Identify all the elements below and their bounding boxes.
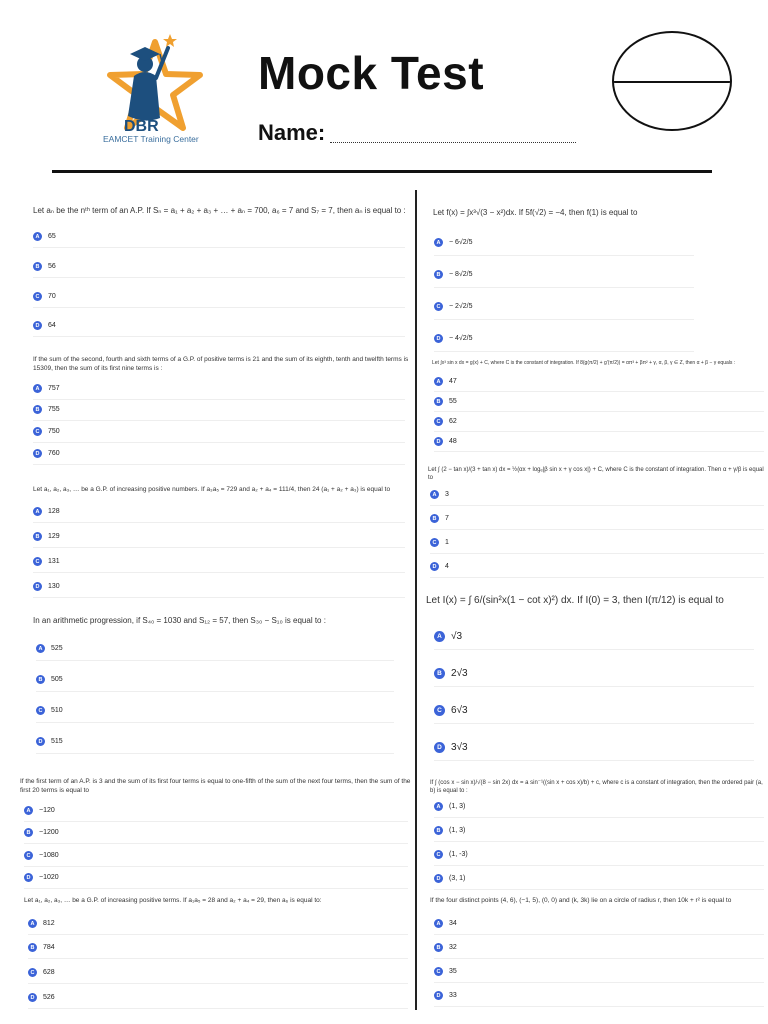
option-8d[interactable] [434, 432, 764, 452]
option-10c[interactable] [434, 698, 754, 724]
option-badge: A [24, 806, 33, 815]
option-badge: D [434, 991, 443, 1000]
option-badge: B [434, 397, 443, 406]
option-text: 34 [449, 920, 457, 927]
option-text: 2√3 [451, 668, 468, 679]
option-1c[interactable] [33, 286, 405, 308]
question-10: Let I(x) = ∫ 6/(sin²x(1 − cot x)²) dx. If I(0) = 3, then I(π/12) is equal to [426, 595, 724, 606]
option-text: 55 [449, 398, 457, 405]
question-5: If the first term of an A.P. is 3 and the sum of its first four terms is equal to one-fifth of the sum of the next four terms, then the sum of the first 20 terms is equal to [20, 778, 411, 794]
option-text: 131 [48, 558, 60, 565]
option-text: − 4√2/5 [449, 335, 473, 342]
option-text: 3 [445, 491, 449, 498]
option-badge: D [24, 873, 33, 882]
option-11b[interactable] [434, 820, 764, 842]
option-text: 628 [43, 969, 55, 976]
option-5d[interactable] [24, 867, 408, 889]
option-7b[interactable] [434, 262, 694, 288]
option-badge: A [28, 919, 37, 928]
question-2: If the sum of the second, fourth and sixth terms of a G.P. of positive terms is 21 and the sum of its eighth, tenth and twelfth terms is 15309, then the sum of its first nine terms is : [33, 356, 409, 372]
option-text: 784 [43, 944, 55, 951]
option-badge: A [434, 631, 445, 642]
option-badge: C [36, 706, 45, 715]
option-text: 4 [445, 563, 449, 570]
option-6c[interactable] [28, 962, 408, 984]
option-badge: D [33, 582, 42, 591]
option-text: 760 [48, 450, 60, 457]
name-label: Name: [258, 120, 326, 145]
option-badge: A [434, 238, 443, 247]
option-12c[interactable] [434, 961, 764, 983]
option-badge: B [24, 828, 33, 837]
header-rule [52, 170, 712, 173]
question-8: Let ∫x³ sin x dx = g(x) + C, where C is the constant of integration. If 8(g(π/2) + g′(π/2)) = απ³ + βπ² + γ, α, β, γ ∈ Z, then α + β − γ equals : [432, 360, 736, 366]
option-text: 515 [51, 738, 63, 745]
option-text: 525 [51, 645, 63, 652]
option-text: −120 [39, 807, 55, 814]
option-badge: C [434, 967, 443, 976]
option-badge: A [33, 232, 42, 241]
option-text: (1, 3) [449, 803, 466, 810]
option-badge: D [434, 437, 443, 446]
option-badge: A [434, 919, 443, 928]
question-12: If the four distinct points (4, 6), (−1, 5), (0, 0) and (k, 3k) lie on a circle of radius r, then 10k + r² is equal to [430, 897, 732, 904]
option-5c[interactable] [24, 845, 408, 867]
option-text: −1200 [39, 829, 59, 836]
option-6a[interactable] [28, 913, 408, 935]
option-badge: C [434, 705, 445, 716]
score-circle-divider [614, 81, 730, 83]
option-badge: B [33, 262, 42, 271]
option-4d[interactable] [36, 730, 394, 754]
option-12b[interactable] [434, 937, 764, 959]
option-8b[interactable] [434, 392, 764, 412]
option-9a[interactable] [430, 484, 764, 506]
option-text: 47 [449, 378, 457, 385]
option-text: 505 [51, 676, 63, 683]
option-8a[interactable] [434, 372, 764, 392]
option-7d[interactable] [434, 326, 694, 352]
option-text: 6√3 [451, 705, 468, 716]
option-10b[interactable] [434, 661, 754, 687]
option-10d[interactable] [434, 735, 754, 761]
option-badge: D [36, 737, 45, 746]
option-2c[interactable] [33, 421, 405, 443]
option-badge: D [430, 562, 439, 571]
option-badge: B [33, 532, 42, 541]
option-1d[interactable] [33, 315, 405, 337]
option-badge: C [24, 851, 33, 860]
option-text: 129 [48, 533, 60, 540]
option-12a[interactable] [434, 913, 764, 935]
option-3d[interactable] [33, 576, 405, 598]
option-badge: D [33, 321, 42, 330]
option-1b[interactable] [33, 256, 405, 278]
option-3a[interactable] [33, 501, 405, 523]
option-badge: D [28, 993, 37, 1002]
option-text: 48 [449, 438, 457, 445]
option-text: 64 [48, 322, 56, 329]
option-badge: C [33, 292, 42, 301]
option-3b[interactable] [33, 526, 405, 548]
option-text: 812 [43, 920, 55, 927]
option-9b[interactable] [430, 508, 764, 530]
question-11: If ∫ (cos x − sin x)/√(8 − sin 2x) dx = a sin⁻¹((sin x + cos x)/b) + c, where c is a constant of integration, then the ordered pair (a, b) is equal to : [430, 780, 763, 795]
option-badge: A [434, 377, 443, 386]
option-text: − 8√2/5 [449, 271, 473, 278]
option-7c[interactable] [434, 294, 694, 320]
option-badge: C [434, 417, 443, 426]
option-text: −1020 [39, 874, 59, 881]
option-6d[interactable] [28, 987, 408, 1009]
question-9: Let ∫ (2 − tan x)/(3 + tan x) dx = ½(αx + logₑ|β sin x + γ cos x|) + C, where C is the constant of integration. Then α + γ/β is equal to [428, 467, 764, 482]
option-11d[interactable] [434, 868, 764, 890]
logo-subtitle: EAMCET Training Center [103, 134, 199, 144]
option-text: 755 [48, 406, 60, 413]
option-text: √3 [451, 631, 463, 642]
option-text: 62 [449, 418, 457, 425]
option-5b[interactable] [24, 822, 408, 844]
header [0, 0, 768, 180]
option-4a[interactable] [36, 637, 394, 661]
option-badge: B [434, 943, 443, 952]
option-badge: D [434, 874, 443, 883]
option-text: (1, -3) [449, 851, 468, 858]
option-3c[interactable] [33, 551, 405, 573]
page-title: Mock Test [258, 47, 485, 99]
option-7a[interactable] [434, 230, 694, 256]
option-badge: A [434, 802, 443, 811]
option-badge: D [33, 449, 42, 458]
name-field-line[interactable] [330, 142, 576, 143]
option-11a[interactable] [434, 796, 764, 818]
option-badge: D [434, 334, 443, 343]
option-badge: B [33, 405, 42, 414]
option-badge: C [430, 538, 439, 547]
option-4c[interactable] [36, 699, 394, 723]
option-text: 757 [48, 385, 60, 392]
option-text: − 2√2/5 [449, 303, 473, 310]
option-text: 510 [51, 707, 63, 714]
option-text: 526 [43, 994, 55, 1001]
option-badge: B [430, 514, 439, 523]
option-2b[interactable] [33, 399, 405, 421]
question-6: Let a₁, a₂, a₃, … be a G.P. of increasing positive terms. If a₁a₅ = 28 and a₂ + a₄ = 29, then a₆ is equal to: [24, 897, 322, 904]
option-badge: B [434, 826, 443, 835]
option-text: 750 [48, 428, 60, 435]
option-10a[interactable] [434, 624, 754, 650]
option-text: 35 [449, 968, 457, 975]
option-text: 70 [48, 293, 56, 300]
logo-text: DBR [124, 118, 159, 135]
option-badge: B [28, 943, 37, 952]
option-badge: A [33, 507, 42, 516]
question-4: In an arithmetic progression, if S₄₀ = 1030 and S₁₂ = 57, then S₃₀ − S₁₀ is equal to : [33, 616, 326, 625]
option-badge: A [430, 490, 439, 499]
option-5a[interactable] [24, 800, 408, 822]
option-badge: D [434, 742, 445, 753]
option-2d[interactable] [33, 443, 405, 465]
question-1: Let aₙ be the nᵗʰ term of an A.P. If Sₙ = a₁ + a₂ + a₃ + … + aₙ = 700, a₆ = 7 and S₇ = 7, then aₙ is equal to : [33, 206, 406, 215]
option-badge: C [33, 557, 42, 566]
option-text: 128 [48, 508, 60, 515]
option-badge: C [28, 968, 37, 977]
option-text: 32 [449, 944, 457, 951]
option-text: 65 [48, 233, 56, 240]
option-text: −1080 [39, 852, 59, 859]
option-text: − 6√2/5 [449, 239, 473, 246]
option-1a[interactable] [33, 226, 405, 248]
option-text: 7 [445, 515, 449, 522]
question-7: Let f(x) = ∫x³√(3 − x²)dx. If 5f(√2) = −4, then f(1) is equal to [433, 208, 638, 217]
option-badge: A [36, 644, 45, 653]
option-badge: A [33, 384, 42, 393]
option-8c[interactable] [434, 412, 764, 432]
option-text: (1, 3) [449, 827, 466, 834]
option-badge: B [434, 270, 443, 279]
question-3: Let a₁, a₂, a₃, … be a G.P. of increasing positive numbers. If a₃a₅ = 729 and a₂ + a₄ = 111/4, then 24 (a₁ + a₂ + a₃) is equal to [33, 486, 391, 493]
option-9c[interactable] [430, 532, 764, 554]
option-text: 33 [449, 992, 457, 999]
option-4b[interactable] [36, 668, 394, 692]
option-text: 3√3 [451, 742, 468, 753]
option-11c[interactable] [434, 844, 764, 866]
option-2a[interactable] [33, 378, 405, 400]
option-badge: C [434, 850, 443, 859]
option-badge: C [33, 427, 42, 436]
option-9d[interactable] [430, 556, 764, 578]
option-text: (3, 1) [449, 875, 466, 882]
option-text: 130 [48, 583, 60, 590]
option-text: 1 [445, 539, 449, 546]
option-text: 56 [48, 263, 56, 270]
column-divider [415, 190, 417, 1010]
option-6b[interactable] [28, 937, 408, 959]
score-circle [612, 31, 732, 131]
option-badge: B [434, 668, 445, 679]
option-badge: B [36, 675, 45, 684]
option-badge: C [434, 302, 443, 311]
option-12d[interactable] [434, 985, 764, 1007]
